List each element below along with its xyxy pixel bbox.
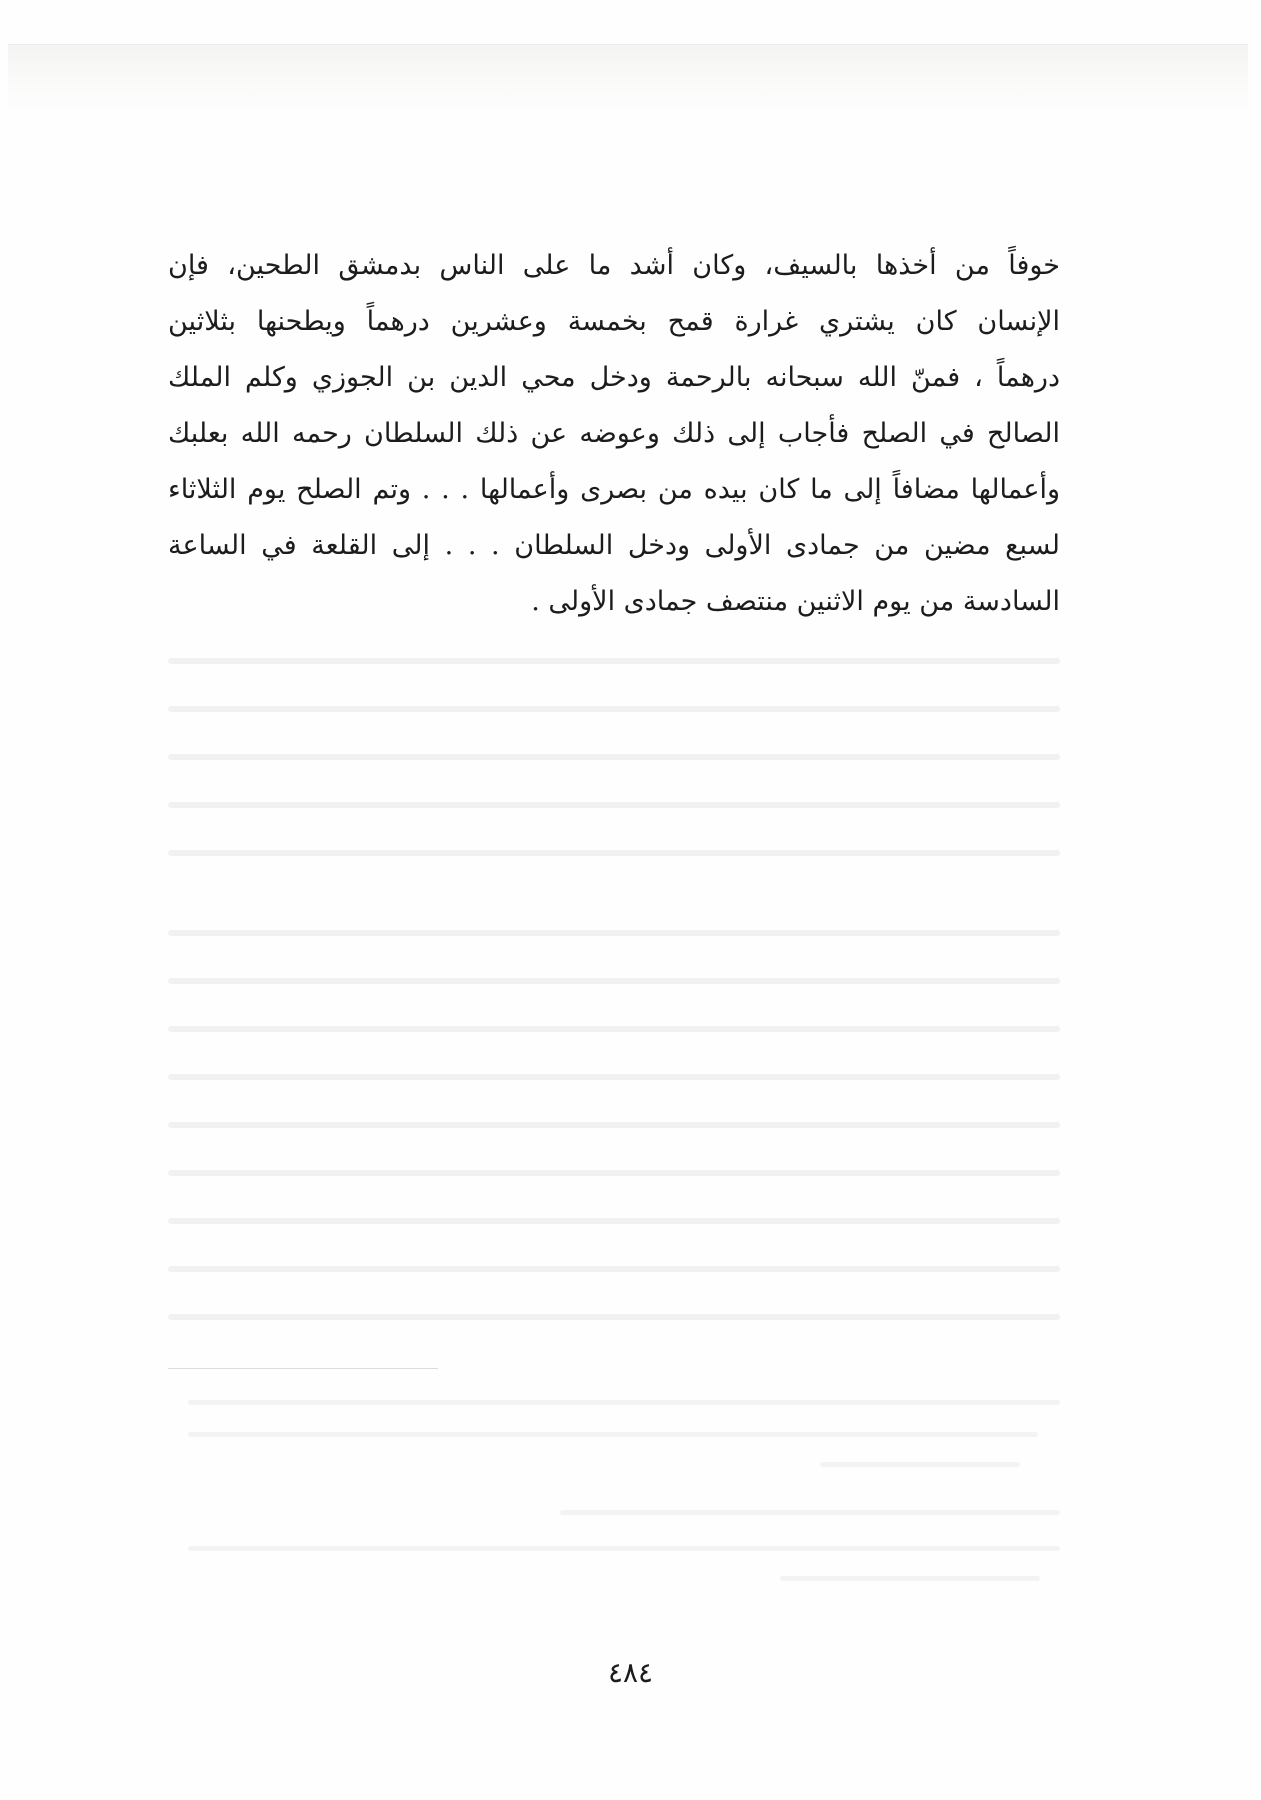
footnote-rule-show-through: [168, 1368, 438, 1369]
show-through-line: [168, 1074, 1060, 1080]
show-through-line: [168, 1218, 1060, 1224]
show-through-line: [168, 1314, 1060, 1320]
show-through-line: [168, 658, 1060, 664]
show-through-line: [168, 1026, 1060, 1032]
show-through-line: [168, 802, 1060, 808]
show-through-line: [168, 754, 1060, 760]
footnote-show-through: [780, 1576, 1040, 1581]
footnote-show-through: [820, 1462, 1020, 1467]
text-line-3: درهماً ، فمنّ الله سبحانه بالرحمة ودخل محي الدين بن الجوزي وكلم الملك: [168, 362, 1060, 393]
scan-shadow-edge: [8, 44, 1248, 115]
footnote-show-through: [560, 1510, 1060, 1515]
footnote-show-through: [188, 1400, 1060, 1405]
show-through-line: [168, 1170, 1060, 1176]
text-line-2: الإنسان كان يشتري غرارة قمح بخمسة وعشرين درهماً ويطحنها بثلاثين: [168, 306, 1060, 337]
footnote-show-through: [188, 1546, 1060, 1551]
show-through-line: [168, 850, 1060, 856]
footnote-show-through: [188, 1432, 1038, 1437]
text-line-7: السادسة من يوم الاثنين منتصف جمادى الأولى .: [531, 586, 1060, 617]
text-line-4: الصالح في الصلح فأجاب إلى ذلك وعوضه عن ذلك السلطان رحمه الله بعلبك: [168, 418, 1060, 449]
show-through-line: [168, 1122, 1060, 1128]
body-text: [168, 238, 1060, 630]
page-number: ٤٨٤: [607, 1656, 654, 1689]
show-through-line: [168, 978, 1060, 984]
show-through-line: [168, 1266, 1060, 1272]
text-line-6: لسبع مضين من جمادى الأولى ودخل السلطان . . . إلى القلعة في الساعة: [168, 530, 1060, 561]
text-line-1: خوفاً من أخذها بالسيف، وكان أشد ما على الناس بدمشق الطحين، فإن: [168, 250, 1060, 281]
show-through-line: [168, 930, 1060, 936]
text-line-5: وأعمالها مضافاً إلى ما كان بيده من بصرى وأعمالها . . . وتم الصلح يوم الثلاثاء: [168, 474, 1060, 505]
show-through-line: [168, 706, 1060, 712]
